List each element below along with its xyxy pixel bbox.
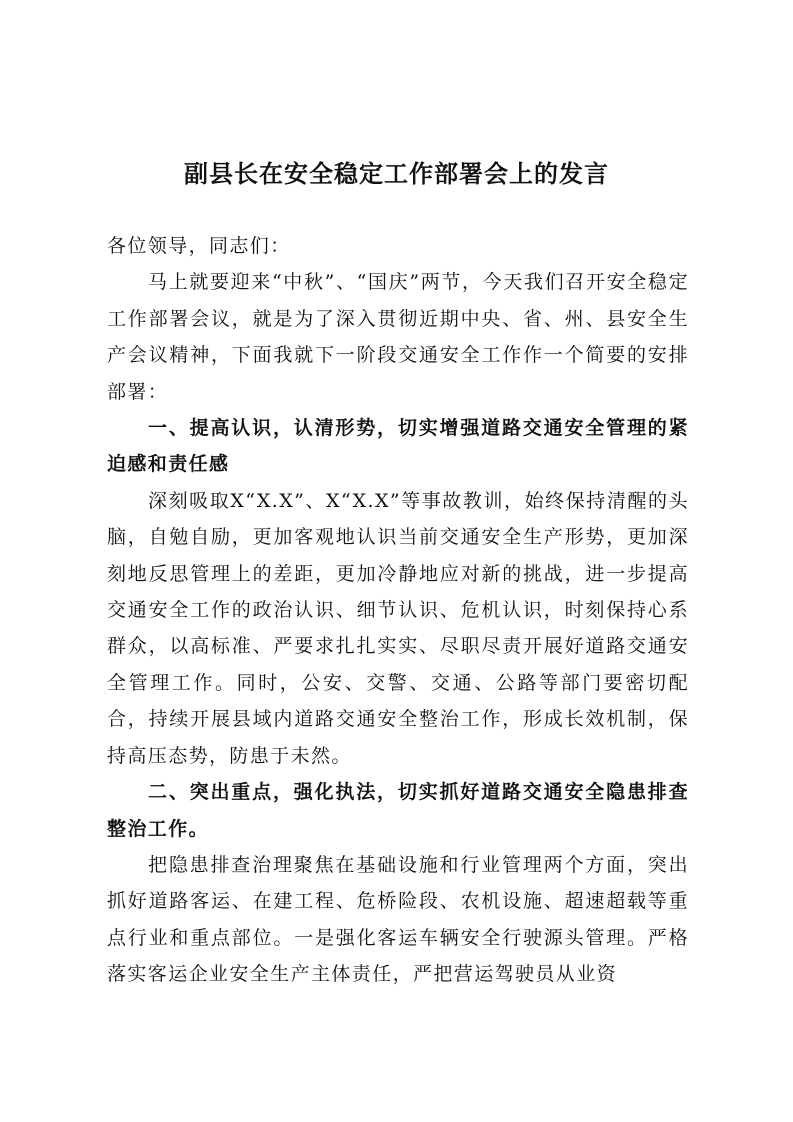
body-paragraph: 把隐患排查治理聚焦在基础设施和行业管理两个方面，突出抓好道路客运、在建工程、危桥险段、农机设施、超速超载等重点行业和重点部位。一是强化客运车辆安全行驶源头管理。严格落实客运企业安全生产主体责任，严把营运驾驶员从业资 <box>107 853 689 986</box>
body-paragraph: 马上就要迎来“中秋”、“国庆”两节，今天我们召开安全稳定工作部署会议，就是为了深入贯彻近期中央、省、州、县安全生产会议精神，下面我就下一阶段交通安全工作作一个简要的安排部署： <box>107 271 689 403</box>
salutation: 各位领导，同志们： <box>107 235 291 257</box>
document-body <box>107 228 689 993</box>
body-paragraph: 深刻吸取X“X.X”、X“X.X”等事故教训，始终保持清醒的头脑，自勉自励，更加客观地认识当前交通安全生产形势，更加深刻地反思管理上的差距，更加冷静地应对新的挑战，进一步提高交通安全工作的政治认识、细节认识、危机认识，时刻保持心系群众，以高标准、严要求扎扎实实、尽职尽责开展好道路交通安全管理工作。同时，公安、交警、交通、公路等部门要密切配合，持续开展县域内道路交通安全整治工作，形成长效机制，保持高压态势，防患于未然。 <box>107 489 689 767</box>
section-heading: 二、突出重点，强化执法，切实抓好道路交通安全隐患排查整治工作。 <box>107 781 689 840</box>
section-heading: 一、提高认识，认清形势，切实增强道路交通安全管理的紧迫感和责任感 <box>107 417 689 476</box>
document-title: 副县长在安全稳定工作部署会上的发言 <box>184 160 609 188</box>
